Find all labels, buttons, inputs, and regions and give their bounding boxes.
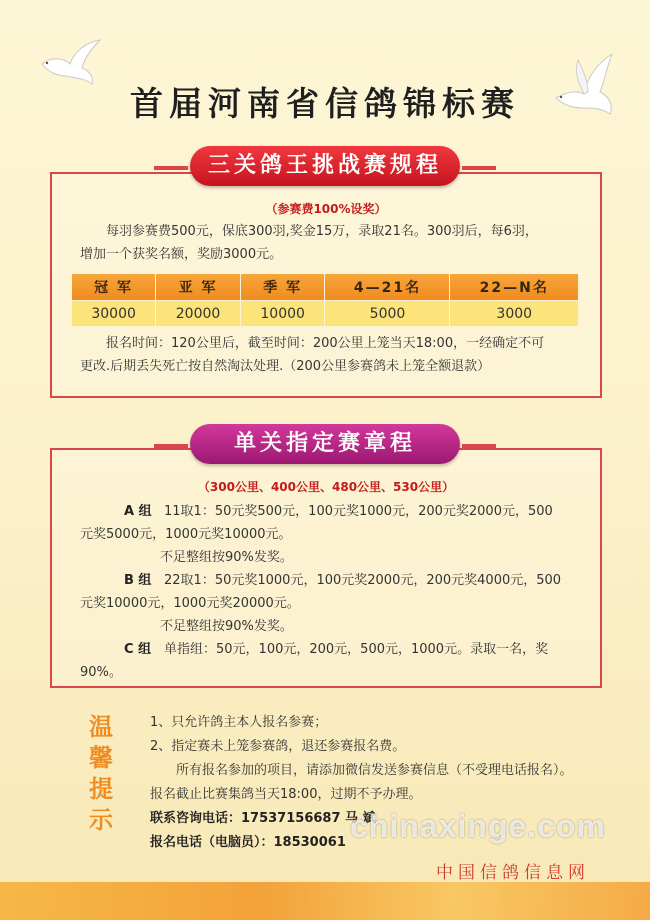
group-b-line-1 — [124, 569, 561, 588]
tip-line-1: 1、只允许鸽主本人报名参赛； — [150, 715, 328, 730]
group-c-line-1 — [124, 638, 548, 657]
tips-char-4: 示 — [89, 806, 113, 834]
tips-vertical-title — [86, 712, 116, 836]
prize-value-3rd: 10000 — [240, 301, 325, 327]
watermark-site-name: 中国信鸽信息网 — [436, 863, 590, 883]
prize-header-3rd: 季 军 — [240, 274, 325, 301]
prize-header-4-21: 4—21名 — [325, 274, 450, 301]
section2-heading-ribbon: 单关指定赛章程 — [190, 424, 460, 464]
section1-registration-line-1: 报名时间：120公里后，截至时间：200公里上笼当天18:00，一经确定不可 — [106, 336, 545, 351]
tip-line-3: 所有报名参加的项目，请添加微信发送参赛信息（不受理电话报名）。 — [176, 763, 573, 778]
group-a-text-1: 11取1：50元奖500元，100元奖1000元，200元奖2000元，500 — [164, 504, 553, 519]
group-b-text-1: 22取1：50元奖1000元，100元奖2000元，200元奖4000元，500 — [164, 573, 562, 588]
section1-fee-line-2: 增加一个获奖名额，奖励3000元。 — [80, 247, 283, 262]
registration-phone: 报名电话（电脑员）：18530061 — [150, 835, 346, 850]
section-three-stage-rules — [50, 172, 602, 398]
prize-header-22-n: 22—N名 — [450, 274, 579, 301]
tips-char-3: 提 — [89, 775, 113, 803]
prize-table-header-row — [72, 274, 579, 301]
prize-value-4-21: 5000 — [325, 301, 450, 327]
prize-header-2nd: 亚 军 — [156, 274, 241, 301]
group-c-label: C 组 — [124, 642, 152, 657]
prize-table — [72, 274, 579, 326]
group-a-label: A 组 — [124, 504, 152, 519]
section1-fee-line-1: 每羽参赛费500元，保底300羽,奖金15万，录取21名。300羽后，每6羽， — [106, 224, 538, 239]
prize-value-1st: 30000 — [72, 301, 156, 327]
group-b-note: 不足整组按90%发奖。 — [160, 619, 293, 634]
prize-header-1st: 冠 军 — [72, 274, 156, 301]
section2-subtitle: （300公里、400公里、480公里、530公里） — [197, 480, 455, 494]
tip-line-2: 2、指定赛未上笼参赛鸽，退还参赛报名费。 — [150, 739, 406, 754]
group-b-label: B 组 — [124, 573, 152, 588]
watermark-domain: chinaxinge.com — [350, 808, 606, 844]
contact-phone: 联系咨询电话：17537156687 马 斌 — [150, 811, 376, 826]
prize-value-2nd: 20000 — [156, 301, 241, 327]
group-a-line-2: 元奖5000元，1000元奖10000元。 — [80, 527, 292, 542]
section1-subtitle: （参赛费100%设奖） — [265, 202, 387, 216]
prize-value-22-n: 3000 — [450, 301, 579, 327]
group-a-note: 不足整组按90%发奖。 — [160, 550, 293, 565]
group-b-line-2: 元奖10000元，1000元奖20000元。 — [80, 596, 300, 611]
tips-char-1: 温 — [89, 713, 113, 741]
page-title: 首届河南省信鸽锦标赛 — [130, 84, 520, 123]
tip-line-4: 报名截止比赛集鸽当天18:00，过期不予办理。 — [150, 787, 422, 802]
bottom-decoration-band — [0, 882, 650, 920]
group-a-line-1 — [124, 500, 553, 519]
section-single-stage-rules — [50, 448, 602, 688]
section1-registration-line-2: 更改.后期丢失死亡按自然淘汰处理.（200公里参赛鸽未上笼全额退款） — [80, 359, 491, 374]
tips-char-2: 馨 — [89, 744, 113, 772]
prize-table-value-row — [72, 301, 579, 327]
section1-heading-ribbon: 三关鸽王挑战赛规程 — [190, 146, 460, 186]
group-c-text-1: 单指组：50元，100元，200元，500元，1000元。录取一名，奖 — [164, 642, 549, 657]
group-c-line-2: 90%。 — [80, 665, 122, 680]
